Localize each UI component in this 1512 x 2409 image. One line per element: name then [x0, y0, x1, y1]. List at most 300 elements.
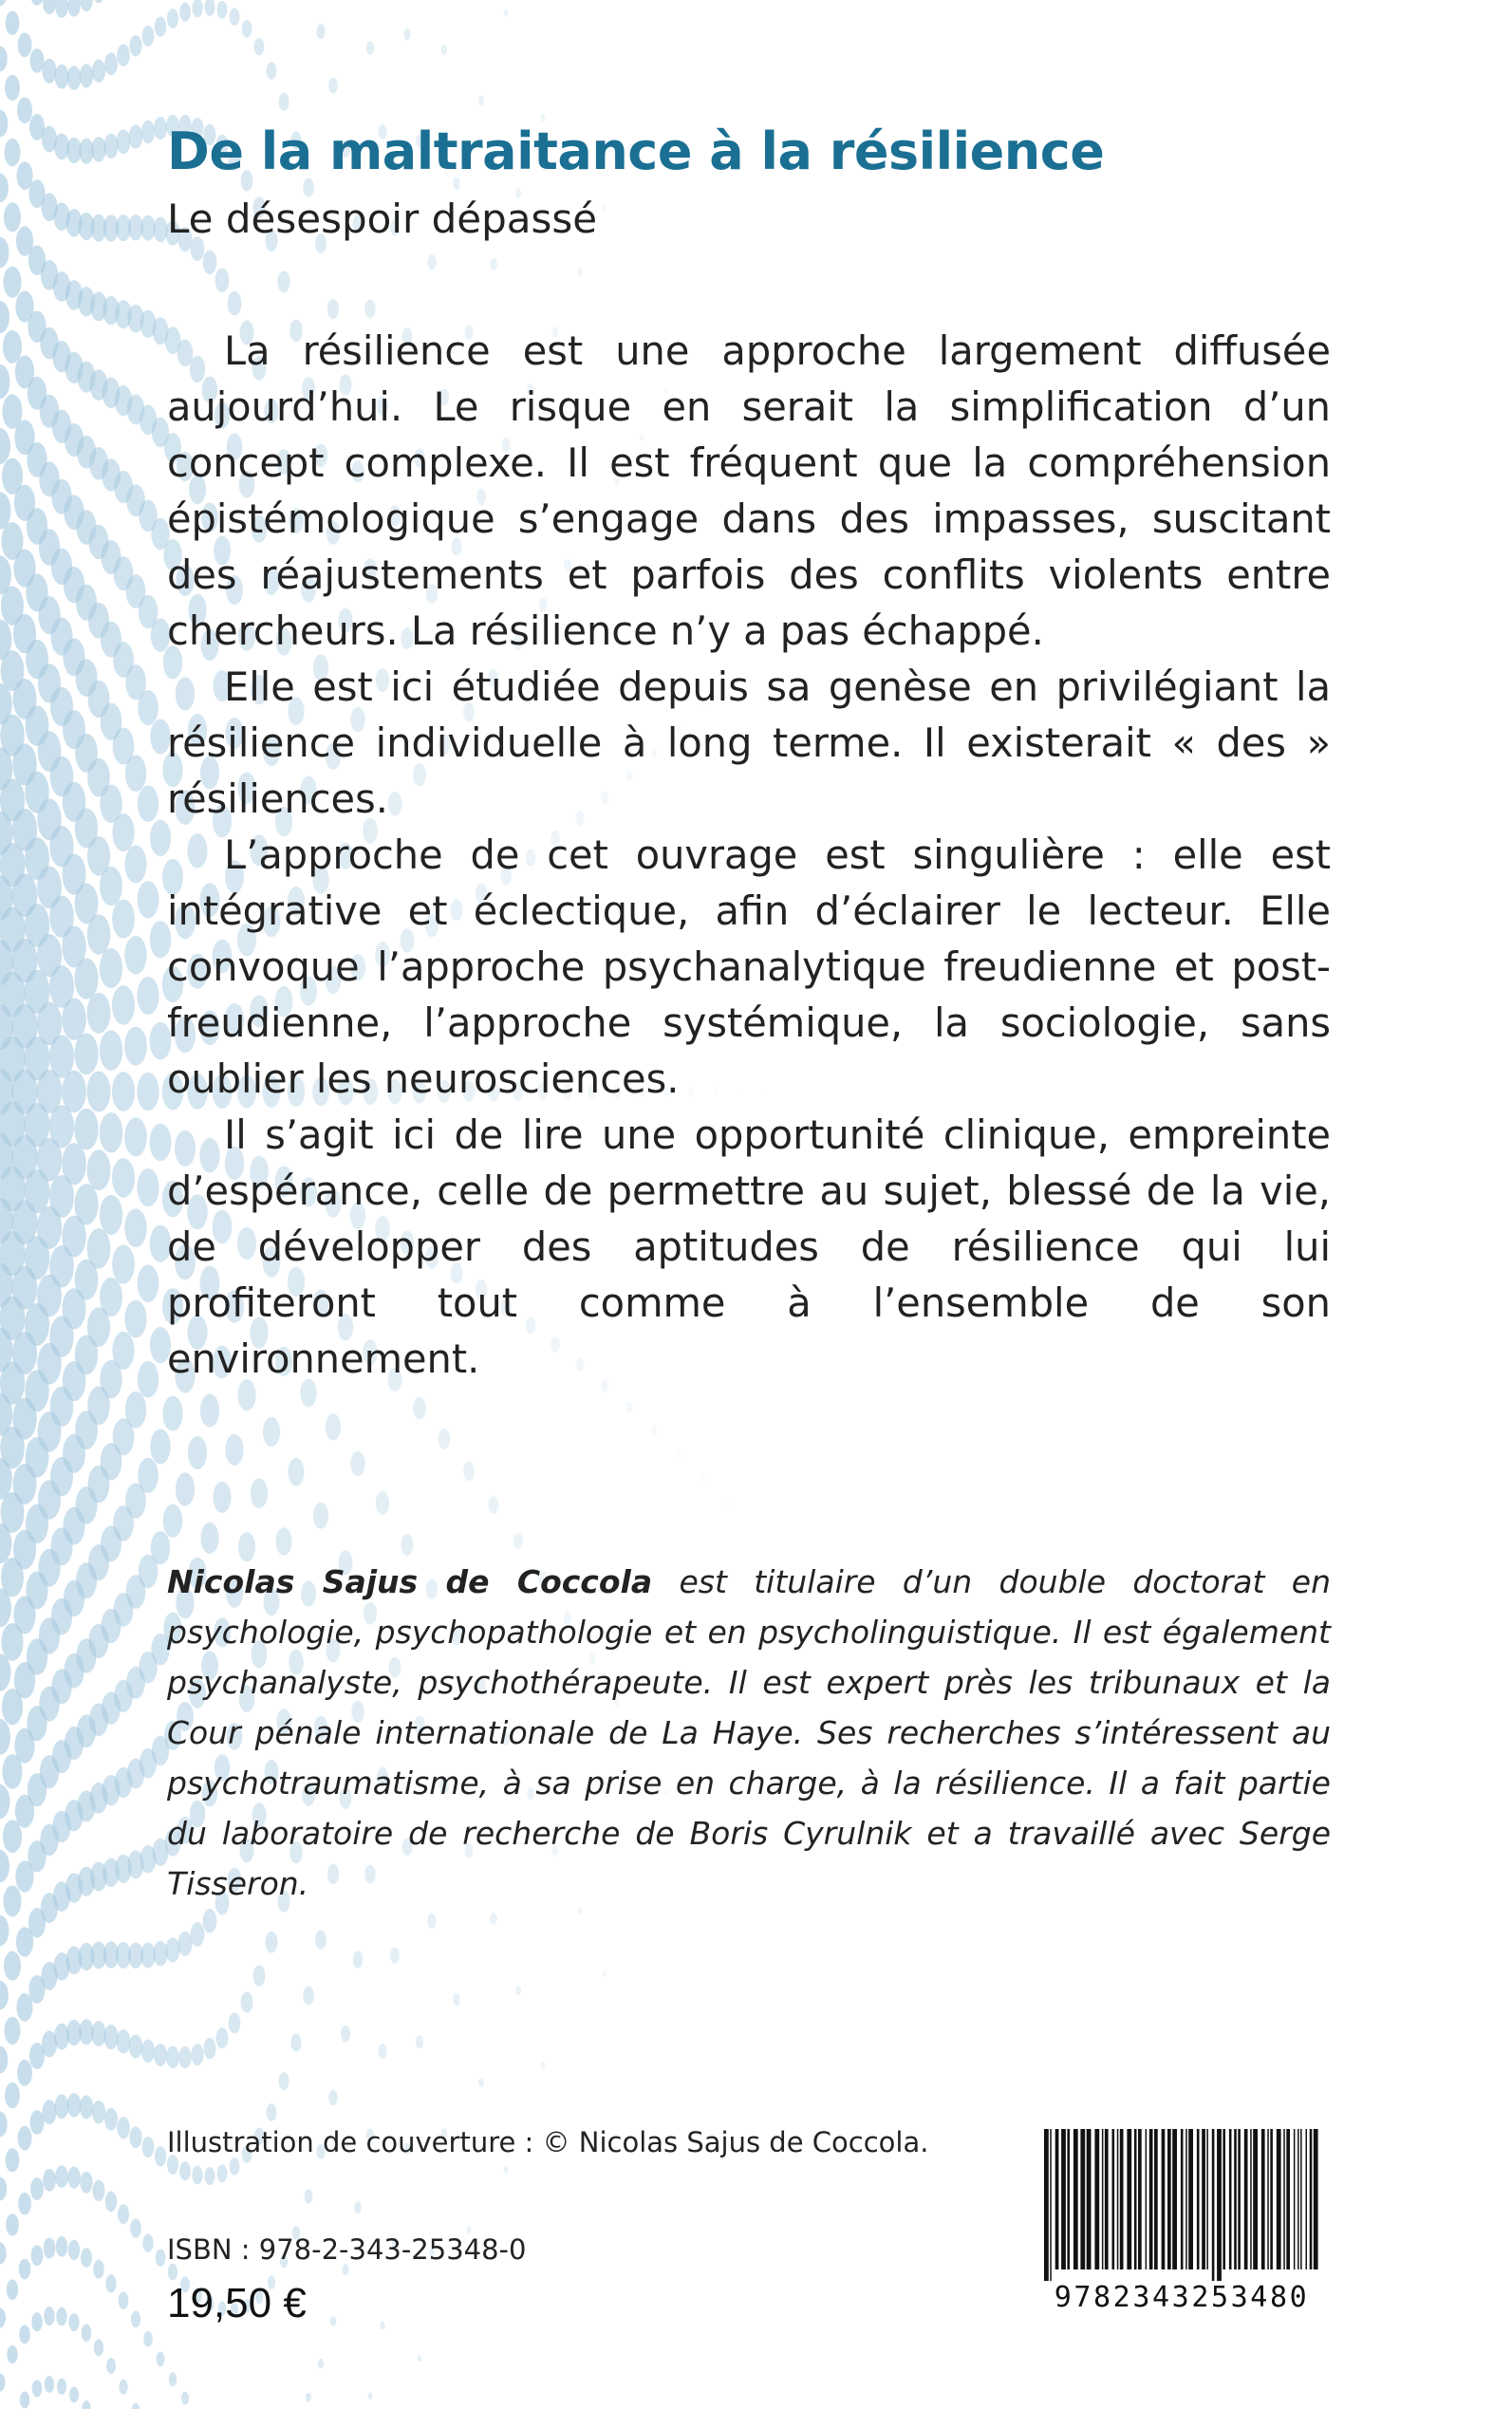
barcode-bar [1167, 2129, 1171, 2269]
background-dot [316, 24, 325, 39]
background-dot [288, 1458, 304, 1486]
background-dot [166, 2046, 179, 2069]
background-dot [676, 1449, 681, 1458]
barcode-bar [1105, 2129, 1109, 2269]
background-dot [515, 1986, 521, 1996]
background-dot [401, 1534, 413, 1556]
background-dot [93, 0, 105, 3]
background-dot [94, 2339, 103, 2356]
background-dot [0, 2112, 8, 2138]
cover-credit: Illustration de couverture : © Nicolas Sajus de Coccola. [167, 2126, 929, 2158]
background-dot [380, 2321, 384, 2329]
blurb [167, 323, 1331, 1387]
background-dot [93, 2260, 104, 2279]
background-dot [29, 2110, 44, 2135]
background-dot [55, 2165, 68, 2188]
background-dot [313, 1503, 328, 1529]
background-dot [253, 1965, 266, 1986]
background-dot [403, 28, 410, 40]
background-dot [80, 2172, 92, 2194]
background-dot [153, 217, 167, 243]
barcode-bar [1055, 2129, 1059, 2269]
background-dot [119, 2380, 127, 2395]
background-dot [215, 268, 230, 291]
background-dot [56, 2307, 66, 2326]
barcode [1029, 2123, 1335, 2325]
background-dot [216, 2027, 229, 2048]
background-dot [105, 2192, 118, 2213]
background-dot [5, 2082, 20, 2108]
background-dot [326, 1413, 341, 1440]
background-dot [726, 1501, 730, 1506]
background-dot [19, 2259, 31, 2280]
background-dot [117, 45, 130, 66]
barcode-bar [1073, 2129, 1078, 2269]
background-dot [43, 0, 56, 14]
barcode-bar [1202, 2129, 1205, 2269]
background-dot [32, 2380, 42, 2397]
background-dot [701, 1474, 705, 1482]
background-dot [390, 1948, 400, 1964]
background-dot [541, 2062, 546, 2069]
blurb-paragraph: Elle est ici étudiée depuis sa genèse en privilégiant la résilience individuelle à long terme. Il existerait « des » résiliences. [167, 663, 1331, 822]
background-dot [57, 2379, 66, 2395]
background-dot [82, 2400, 90, 2409]
background-dot [217, 2164, 228, 2182]
background-dot [118, 2204, 129, 2224]
background-dot [0, 301, 9, 333]
background-dot [44, 2306, 55, 2325]
background-dot [155, 16, 166, 36]
background-dot [0, 0, 7, 6]
background-dot [328, 2090, 338, 2106]
background-dot [213, 1482, 231, 1513]
background-dot [230, 2157, 240, 2176]
background-dot [62, 999, 86, 1040]
barcode-bar [1172, 2129, 1177, 2269]
background-dot [91, 137, 105, 162]
background-dot [87, 1071, 111, 1111]
background-dot [143, 2331, 153, 2347]
barcode-bar [1117, 2129, 1119, 2269]
background-dot [1, 1623, 23, 1661]
barcode-bar [1044, 2129, 1049, 2281]
background-dot [3, 1820, 22, 1853]
background-dot [504, 9, 508, 17]
background-dot [44, 2238, 56, 2259]
background-dot [188, 1436, 207, 1469]
background-dot [165, 1937, 179, 1962]
background-dot [129, 124, 143, 148]
background-dot [150, 1429, 170, 1464]
background-dot [204, 2167, 215, 2185]
background-dot [137, 1168, 159, 1206]
barcode-bar [1217, 2129, 1222, 2281]
background-dot [651, 1425, 657, 1435]
background-dot [69, 2386, 79, 2402]
background-dot [0, 1719, 10, 1755]
background-dot [203, 2038, 215, 2059]
background-dot [228, 291, 242, 315]
background-dot [191, 1922, 205, 1947]
background-dot [112, 1158, 135, 1198]
barcode-bar [1087, 2129, 1092, 2269]
background-dot [117, 2117, 130, 2138]
barcode-bar [1149, 2129, 1153, 2269]
background-dot [192, 2166, 202, 2185]
barcode-bar [1297, 2129, 1299, 2269]
background-dot [119, 2292, 129, 2309]
background-dot [80, 64, 93, 87]
barcode-bar [1234, 2129, 1237, 2269]
background-dot [413, 1397, 426, 1420]
background-dot [0, 1981, 9, 2010]
background-dot [368, 2392, 373, 2400]
barcode-bar [1277, 2129, 1281, 2269]
background-dot [279, 2072, 289, 2090]
background-dot [137, 1073, 159, 1111]
background-dot [87, 1149, 111, 1190]
background-dot [19, 2325, 30, 2344]
background-dot [30, 0, 44, 6]
background-dot [489, 1496, 499, 1514]
background-dot [42, 2100, 56, 2124]
background-dot [82, 2325, 92, 2342]
barcode-bar [1080, 2129, 1085, 2269]
background-dot [229, 2012, 241, 2033]
background-dot [18, 2193, 31, 2215]
barcode-bar [1134, 2129, 1137, 2269]
background-dot [603, 1970, 607, 1977]
background-dot [103, 2025, 118, 2049]
barcode-bar [1286, 2129, 1290, 2269]
background-dot [31, 2245, 44, 2266]
barcode-bar [1154, 2129, 1158, 2269]
barcode-bar [1206, 2129, 1208, 2269]
background-dot [306, 2393, 311, 2402]
background-dot [176, 1472, 195, 1505]
background-dot [6, 2213, 19, 2235]
background-dot [43, 2169, 56, 2192]
background-dot [104, 52, 118, 75]
barcode-bar [1306, 2129, 1308, 2269]
blurb-paragraph: L’approche de cet ouvrage est singulière : elle est intégrative et éclectique, afin d’éclairer le lecteur. Elle convoque l’approche psychanalytique freudienne et post-freudienne, l’approche systémique, la sociologie, sans oublier les neurosciences. [167, 831, 1331, 1102]
background-dot [303, 1987, 313, 2006]
barcode-bar [1250, 2129, 1252, 2269]
barcode-bar [1314, 2129, 1318, 2269]
blurb-paragraph: Il s’agit ici de lire une opportunité clinique, empreinte d’espérance, celle de permettre au sujet, blessé de la vie, de développer des aptitudes de résilience qui lui profiteront tout comme à l’ensemble de son environnement. [167, 1111, 1331, 1382]
background-dot [142, 2137, 155, 2157]
background-dot [0, 47, 8, 72]
background-dot [56, 2236, 68, 2257]
barcode-bar [1212, 2129, 1215, 2281]
background-dot [80, 0, 92, 11]
background-dot [305, 2190, 313, 2204]
background-dot [138, 690, 159, 725]
background-dot [265, 1932, 277, 1953]
background-dot [142, 26, 155, 47]
background-dot [100, 867, 122, 906]
author-name: Nicolas Sajus de Coccola [167, 1563, 653, 1600]
price: 19,50 € [167, 2280, 307, 2326]
book-subtitle: Le désespoir dépassé [167, 196, 598, 242]
background-dot [275, 1527, 291, 1555]
barcode-bar [1270, 2129, 1273, 2269]
background-dot [162, 1396, 182, 1431]
background-dot [179, 2161, 191, 2180]
background-dot [463, 1462, 475, 1482]
background-dot [74, 958, 98, 999]
background-dot [625, 1402, 632, 1413]
background-dot [129, 2126, 141, 2148]
background-dot [112, 900, 135, 939]
background-dot [577, 268, 582, 276]
background-dot [350, 1451, 364, 1477]
book-title: De la maltraitance à la résilience [167, 121, 1105, 181]
background-dot [0, 174, 9, 203]
background-dot [138, 785, 159, 822]
background-dot [0, 1915, 9, 1947]
isbn: ISBN : 978-2-343-25348-0 [167, 2233, 527, 2266]
barcode-bar [1061, 2129, 1066, 2269]
background-dot [137, 977, 159, 1015]
background-dot [341, 2026, 350, 2042]
background-dot [142, 2233, 153, 2251]
barcode-bar [1283, 2129, 1285, 2269]
background-dot [217, 1, 228, 19]
background-dot [0, 2243, 7, 2265]
background-dot [45, 2376, 54, 2393]
background-dot [80, 2096, 93, 2120]
background-dot [427, 254, 436, 270]
background-dot [100, 948, 122, 988]
background-dot [478, 96, 484, 106]
background-dot [16, 1927, 33, 1956]
background-dot [0, 364, 9, 399]
background-dot [0, 2308, 6, 2328]
background-dot [29, 48, 44, 73]
background-dot [267, 62, 277, 80]
background-dot [439, 1429, 451, 1449]
barcode-bar [1223, 2129, 1225, 2269]
background-dot [418, 2355, 421, 2362]
background-dot [125, 755, 146, 792]
background-dot [490, 1913, 497, 1925]
background-dot [2, 1689, 23, 1725]
background-dot [124, 936, 147, 975]
background-dot [290, 2033, 301, 2051]
background-dot [277, 271, 289, 292]
background-dot [251, 1479, 268, 1508]
barcode-bar [1067, 2129, 1070, 2269]
background-dot [100, 1195, 122, 1235]
barcode-bar [1197, 2129, 1200, 2269]
background-dot [124, 846, 146, 884]
background-dot [155, 2146, 166, 2166]
background-dot [138, 1264, 159, 1302]
background-dot [168, 2264, 177, 2281]
background-dot [478, 2078, 484, 2088]
background-dot [154, 117, 167, 140]
background-dot [242, 20, 252, 37]
background-dot [427, 1914, 436, 1929]
barcode-bar [1112, 2129, 1115, 2269]
background-dot [68, 2313, 79, 2331]
background-dot [416, 2035, 423, 2048]
background-dot [138, 881, 159, 919]
background-dot [117, 129, 131, 154]
background-dot [112, 1244, 135, 1283]
background-dot [354, 2201, 362, 2213]
barcode-bar [1146, 2129, 1148, 2269]
background-dot [55, 0, 68, 18]
background-dot [315, 1930, 327, 1950]
background-dot [67, 0, 81, 17]
barcode-bar [1229, 2129, 1232, 2269]
barcode-bar [1238, 2129, 1241, 2269]
background-dot [603, 206, 607, 213]
background-dot [5, 75, 20, 101]
background-dot [504, 2166, 508, 2174]
background-dot [6, 2148, 20, 2172]
background-dot [17, 2060, 32, 2086]
background-dot [6, 10, 20, 34]
background-dot [267, 2103, 277, 2121]
background-dot [100, 1112, 123, 1152]
barcode-bar [1138, 2129, 1142, 2269]
author-bio-text: est titulaire d’un double doctorat en psychologie, psychopathologie et en psycholinguistique. Il est également psychanalyste, psychothérapeute. Il est expert près les tribunaux et la Cour pénale internationale de La Haye. Ses recherches s’intéressent au psychotraumatisme, à sa prise en charge, à la résilience. Il a fait partie du laboratoire de recherche de Boris Cyrulnik et a travaillé avec Serge Tisseron. [167, 1563, 1332, 1902]
barcode-bars [1040, 2129, 1325, 2281]
background-dot [18, 32, 32, 57]
barcode-bar [1102, 2129, 1104, 2269]
background-dot [254, 38, 265, 55]
barcode-bar [1253, 2129, 1258, 2269]
background-dot [31, 2312, 43, 2331]
background-dot [42, 59, 56, 84]
background-dot [225, 1434, 243, 1466]
background-dot [156, 2249, 166, 2267]
background-dot [0, 1850, 9, 1882]
background-dot [0, 428, 10, 464]
background-dot [15, 1860, 33, 1892]
background-dot [366, 41, 374, 54]
barcode-bar [1261, 2129, 1265, 2269]
background-dot [0, 1784, 9, 1819]
background-dot [74, 1109, 98, 1150]
background-dot [141, 2040, 155, 2064]
background-dot [15, 1795, 34, 1828]
background-dot [177, 1932, 192, 1956]
background-dot [74, 1033, 98, 1074]
background-dot [0, 110, 8, 138]
background-dot [17, 97, 32, 123]
background-dot [112, 1072, 135, 1111]
background-dot [204, 0, 215, 16]
background-dot [513, 1533, 523, 1549]
background-dot [2, 1754, 22, 1789]
background-dot [112, 813, 134, 851]
background-dot [181, 2392, 189, 2405]
background-dot [279, 93, 289, 111]
barcode-bar [1050, 2129, 1052, 2281]
background-dot [18, 2126, 32, 2151]
background-dot [68, 2240, 80, 2260]
background-dot [376, 1491, 389, 1515]
background-dot [67, 2093, 82, 2117]
background-dot [191, 2044, 203, 2065]
background-dot [203, 250, 217, 274]
background-dot [0, 2374, 5, 2392]
background-dot [154, 2044, 167, 2066]
background-dot [138, 1361, 159, 1398]
barcode-bar [1162, 2129, 1166, 2269]
background-dot [4, 202, 21, 232]
background-dot [100, 1031, 123, 1071]
background-dot [130, 2219, 141, 2238]
background-dot [441, 45, 447, 55]
barcode-bar [1094, 2129, 1099, 2269]
barcode-bar [1267, 2129, 1269, 2269]
background-dot [112, 985, 135, 1025]
background-dot [169, 2372, 177, 2386]
background-dot [30, 2177, 44, 2200]
background-dot [241, 1992, 253, 2013]
background-dot [163, 1504, 182, 1538]
background-dot [364, 300, 375, 319]
background-dot [129, 2034, 143, 2058]
background-dot [541, 114, 546, 121]
background-dot [16, 1993, 32, 2022]
background-dot [67, 65, 82, 89]
background-dot [230, 8, 240, 26]
barcode-bar [1244, 2129, 1248, 2269]
barcode-bar [1120, 2129, 1124, 2269]
background-dot [132, 2403, 140, 2409]
background-dot [104, 2108, 118, 2131]
background-dot [178, 2046, 191, 2068]
background-dot [4, 1951, 21, 1981]
background-dot [328, 78, 338, 94]
background-dot [203, 1909, 217, 1933]
background-dot [67, 2166, 81, 2188]
background-dot [263, 1417, 280, 1447]
background-dot [124, 1208, 147, 1247]
author-bio [167, 1557, 1331, 1909]
background-dot [124, 1027, 147, 1066]
background-dot [20, 2391, 29, 2408]
background-dot [55, 65, 69, 89]
background-dot [105, 2274, 116, 2292]
background-dot [179, 3, 191, 22]
background-dot [129, 35, 141, 57]
background-dot [29, 2043, 45, 2069]
background-dot [3, 1885, 21, 1916]
background-dot [93, 2180, 105, 2201]
background-dot [330, 2316, 336, 2326]
background-dot [92, 2101, 105, 2124]
background-dot [141, 121, 155, 144]
background-dot [5, 2017, 21, 2045]
background-dot [0, 237, 9, 269]
background-dot [318, 2359, 324, 2368]
background-dot [0, 2177, 7, 2201]
background-dot [55, 2094, 69, 2119]
background-dot [87, 993, 111, 1034]
barcode-bar [1310, 2129, 1313, 2269]
background-dot [106, 2358, 116, 2374]
background-dot [490, 258, 497, 271]
background-dot [124, 1117, 147, 1156]
